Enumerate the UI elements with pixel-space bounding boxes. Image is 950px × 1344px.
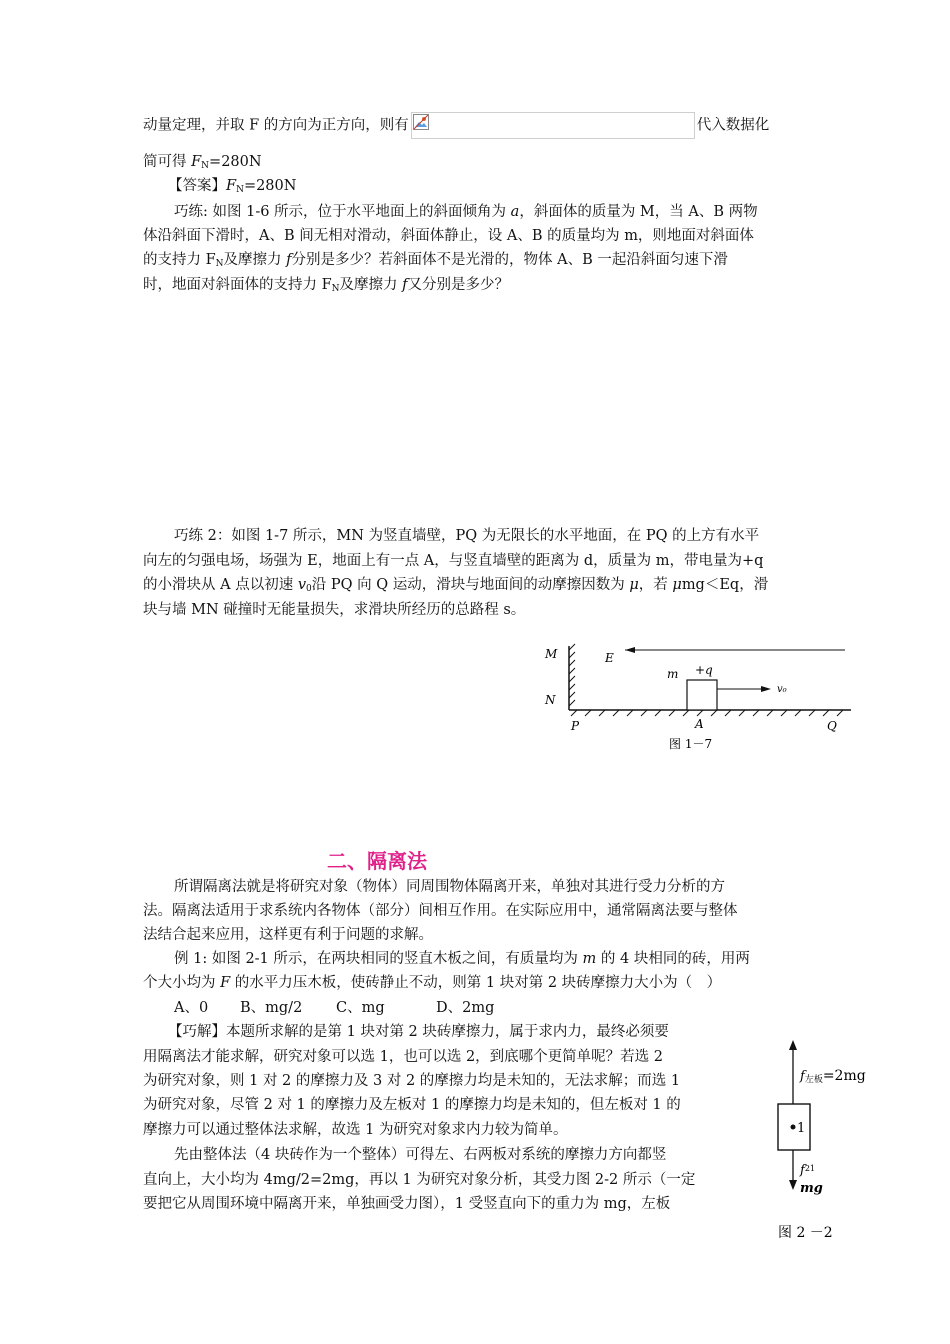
- text-run: 的水平力压木板，使砖静止不动，则第 1 块对第 2 块砖摩擦力大小为（ ）: [230, 975, 722, 991]
- symbol-F: F: [191, 154, 202, 170]
- label-f21: [799, 1163, 815, 1178]
- text-line: [174, 524, 759, 548]
- label-Q: Q: [827, 719, 837, 733]
- text-line: [143, 573, 768, 601]
- wall-hatch: [569, 644, 575, 706]
- text-run: 简可得: [143, 154, 192, 170]
- symbol-mu: μ: [672, 577, 682, 593]
- option-a: A、0: [174, 1000, 209, 1016]
- text-run: 巧练: 如图 1-6 所示，位于水平地面上的斜面倾角为: [174, 204, 511, 220]
- text-run: 又分别是多少？: [407, 277, 510, 293]
- text-line: [143, 1069, 680, 1093]
- text-line: [143, 248, 728, 276]
- symbol-m: m: [582, 951, 597, 967]
- text-line: [143, 224, 754, 248]
- subscript: N: [236, 185, 244, 195]
- option-b: B、mg/2: [240, 1000, 303, 1016]
- text-run: 法。隔离法适用于求系统内各物体（部分）间相互作用。在实际应用中，通常隔离法要与整体: [143, 903, 738, 919]
- symbol-F: F: [226, 178, 237, 194]
- symbol-mu: μ: [629, 577, 639, 593]
- symbol-f: f: [800, 1163, 805, 1178]
- text-run: =280N: [209, 154, 262, 170]
- text-run: 及摩擦力: [223, 252, 287, 268]
- text-run: 沿 PQ 向 Q 运动，滑块与地面间的动摩擦因数为: [311, 577, 630, 593]
- text-line: [143, 273, 509, 301]
- label-N: N: [545, 693, 556, 707]
- text-line: [143, 1168, 695, 1192]
- text-line: [143, 1045, 663, 1069]
- section-heading: 二、隔离法: [327, 849, 427, 873]
- text-run: 【巧解】本题所求解的是第 1 块对第 2 块砖摩擦力，属于求内力，最终必须要: [168, 1024, 669, 1040]
- field-arrow-icon: [625, 647, 635, 653]
- symbol-v: v: [297, 577, 307, 593]
- symbol-f: f: [800, 1069, 805, 1084]
- arrow-down-icon: [789, 1180, 797, 1190]
- label-mg: mg: [800, 1181, 823, 1196]
- label-q: +q: [695, 663, 713, 677]
- text-run: 为研究对象，尽管 2 对 1 的摩擦力及左板对 1 的摩擦力均是未知的，但左板对 1 的: [143, 1097, 681, 1113]
- text-run: 用隔离法才能求解，研究对象可以选 1，也可以选 2，到底哪个更简单呢？若选 2: [143, 1049, 664, 1065]
- text-run: 个大小均为: [143, 975, 221, 991]
- text-run: 时，地面对斜面体的支持力 F: [143, 277, 332, 293]
- label-P: P: [571, 719, 580, 733]
- brick-label: 1: [797, 1121, 806, 1136]
- option-c: C、mg: [336, 1000, 385, 1016]
- text-line: [143, 971, 721, 995]
- broken-image-placeholder: [411, 112, 695, 139]
- subscript: 21: [804, 1164, 815, 1173]
- text-line: [174, 200, 758, 224]
- symbol-alpha: a: [510, 204, 520, 220]
- text-line: [143, 1093, 681, 1117]
- text-run: 的 4 块相同的砖，用两: [596, 951, 750, 967]
- text-run: 动量定理，并取 F 的方向为正方向，则有: [143, 117, 409, 134]
- text-run: 向左的匀强电场，场强为 E，地面上有一点 A，与竖直墙壁的距离为 d，质量为 m，带电量为+q: [143, 553, 764, 569]
- text-line: [174, 947, 750, 971]
- text-run: 及摩擦力: [339, 277, 403, 293]
- option-d: D、2mg: [436, 1000, 495, 1016]
- text-run: mg＜Eq，滑: [681, 577, 769, 593]
- text-run: 摩擦力可以通过整体法求解，故选 1 为研究对象求内力较为简单。: [143, 1122, 568, 1138]
- text-run: ，若: [638, 577, 673, 593]
- ground-hatch: [571, 710, 843, 716]
- symbol-F: F: [220, 975, 231, 991]
- text-run: 所谓隔离法就是将研究对象（物体）同周围物体隔离开来，单独对其进行受力分析的方: [174, 879, 725, 895]
- answer-value: =280N: [243, 178, 297, 194]
- text-line: [143, 549, 763, 573]
- text-run: 直向上，大小均为 4mg/2=2mg，再以 1 为研究对象分析，其受力图 2-2 所示（一定: [143, 1172, 696, 1188]
- text-run: 先由整体法（4 块砖作为一个整体）可得左、右两板对系统的摩擦力方向都竖: [174, 1147, 667, 1163]
- text-run: 要把它从周围环境中隔离开来，单独画受力图），1 受竖直向下的重力为 mg，左板: [143, 1196, 671, 1212]
- text-line: [143, 923, 433, 947]
- text-run: 为研究对象，则 1 对 2 的摩擦力及 3 对 2 的摩擦力均是未知的，无法求解；而选 1: [143, 1073, 681, 1089]
- answer-line: [168, 174, 296, 202]
- text-run: 体沿斜面下滑时，A、B 间无相对滑动，斜面体静止，设 A、B 的质量均为 m，则地面对斜面体: [143, 228, 754, 244]
- text-run: 例 1: 如图 2-1 所示，在两块相同的竖直木板之间，有质量均为: [174, 951, 583, 967]
- label-f-left: [799, 1068, 866, 1085]
- text-run: ，斜面体的质量为 M，当 A、B 两物: [519, 204, 758, 220]
- label-E: E: [605, 651, 614, 665]
- subscript: N: [215, 259, 224, 269]
- subscript: 左板: [804, 1075, 823, 1085]
- text-line: [143, 112, 769, 139]
- velocity-arrow-icon: [761, 686, 771, 692]
- figure-caption: 图 1－7: [669, 737, 713, 751]
- options-line: [174, 996, 494, 1020]
- text-run: 的小滑块从 A 点以初速: [143, 577, 298, 593]
- text-run: 巧练 2：如图 1-7 所示，MN 为竖直墙壁，PQ 为无限长的水平地面，在 PQ 的上方有水平: [174, 528, 760, 544]
- center-dot: [791, 1125, 796, 1130]
- text-line: [143, 1118, 567, 1142]
- symbol-f: f: [286, 252, 292, 268]
- figure-2-2: [768, 1036, 888, 1246]
- text-line: [143, 899, 738, 923]
- label-M: M: [545, 647, 558, 661]
- text-run: 分别是多少？若斜面体不是光滑的，物体 A、B 一起沿斜面匀速下滑: [291, 252, 728, 268]
- answer-label: 【答案】: [168, 178, 226, 194]
- text-line: [174, 875, 725, 899]
- slider-block: [687, 680, 717, 710]
- figure-1-7: [535, 640, 855, 758]
- text-line: [174, 1143, 666, 1167]
- text-line: [143, 598, 525, 622]
- label-v0: v₀: [777, 684, 787, 695]
- label-m: m: [667, 667, 679, 681]
- subscript: N: [331, 284, 340, 294]
- subscript: N: [201, 161, 210, 171]
- text-line: [143, 1192, 670, 1216]
- text-run: 块与墙 MN 碰撞时无能量损失，求滑块所经历的总路程 s。: [143, 602, 526, 618]
- text-run: 的支持力 F: [143, 252, 216, 268]
- figure-caption: 图 2 －2: [778, 1225, 833, 1241]
- text-line: [168, 1020, 669, 1044]
- symbol-f: f: [402, 277, 408, 293]
- text-run: 代入数据化: [696, 117, 770, 134]
- value: =2mg: [822, 1068, 866, 1084]
- text-run: 法结合起来应用，这样更有利于问题的求解。: [143, 927, 433, 943]
- broken-image-icon: [413, 114, 429, 130]
- subscript: 0: [306, 584, 312, 594]
- arrow-up-icon: [789, 1040, 797, 1050]
- label-A: A: [695, 717, 704, 731]
